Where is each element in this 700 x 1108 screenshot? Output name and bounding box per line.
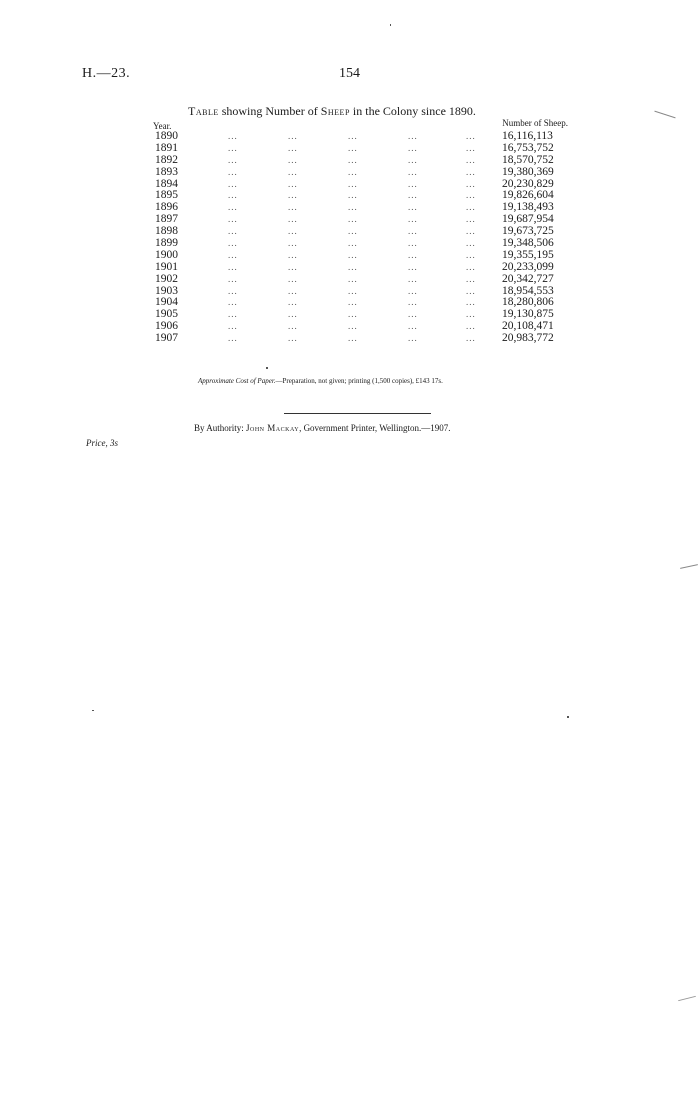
dot-leader: ... xyxy=(288,190,298,201)
dot-leader: ... xyxy=(466,309,476,320)
table-title-text-1: showing Number of xyxy=(218,104,321,118)
dot-leader: ... xyxy=(466,238,476,249)
dot-leader: ... xyxy=(228,154,238,165)
table-title xyxy=(188,104,476,119)
dot-leader: ... xyxy=(288,178,298,189)
dot-leader: ... xyxy=(288,142,298,153)
dot-leader: ... xyxy=(466,321,476,332)
table-row xyxy=(153,274,573,286)
separator-rule xyxy=(284,413,431,414)
sheep-count-cell: 19,348,506 xyxy=(502,237,554,250)
dot-leader: ... xyxy=(348,309,358,320)
dot-leader: ... xyxy=(288,238,298,249)
dot-leader: ... xyxy=(228,249,238,260)
year-cell: 1895 xyxy=(155,189,178,202)
dot-leader: ... xyxy=(288,333,298,344)
dot-leader: ... xyxy=(228,285,238,296)
dot-leader: ... xyxy=(348,166,358,177)
price-note: Price, 3s xyxy=(86,438,118,448)
dot-leader: ... xyxy=(228,190,238,201)
authority-prefix: By Authority: xyxy=(194,423,247,433)
dot-leader: ... xyxy=(466,273,476,284)
year-cell: 1898 xyxy=(155,225,178,238)
scan-speck xyxy=(92,710,94,711)
year-cell: 1897 xyxy=(155,213,178,226)
dot-leader: ... xyxy=(288,273,298,284)
table-body xyxy=(153,131,573,345)
dot-leader: ... xyxy=(288,166,298,177)
dot-leader: ... xyxy=(348,202,358,213)
table-row xyxy=(153,167,573,179)
table-title-text-2: in the Colony since 1890. xyxy=(349,104,476,118)
cost-note-text: —Preparation, not given; printing (1,500 copies), £143 17s. xyxy=(275,377,443,385)
dot-leader: ... xyxy=(288,249,298,260)
table-row xyxy=(153,333,573,345)
table-row xyxy=(153,262,573,274)
dot-leader: ... xyxy=(466,226,476,237)
dot-leader: ... xyxy=(466,297,476,308)
dot-leader: ... xyxy=(228,238,238,249)
year-cell: 1892 xyxy=(155,153,178,166)
cost-note xyxy=(198,377,443,385)
year-cell: 1907 xyxy=(155,332,178,345)
scan-speck xyxy=(390,24,391,26)
authority-suffix: , Government Printer, Wellington.—1907. xyxy=(299,423,451,433)
dot-leader: ... xyxy=(228,202,238,213)
dot-leader: ... xyxy=(228,131,238,141)
dot-leader: ... xyxy=(348,333,358,344)
dot-leader: ... xyxy=(348,190,358,201)
dot-leader: ... xyxy=(348,285,358,296)
dot-leader: ... xyxy=(466,166,476,177)
dot-leader: ... xyxy=(466,333,476,344)
dot-leader: ... xyxy=(466,202,476,213)
scan-mark xyxy=(680,564,698,569)
dot-leader: ... xyxy=(348,321,358,332)
table-title-table-word: Table xyxy=(188,104,219,118)
year-cell: 1900 xyxy=(155,248,178,261)
sheep-count-cell: 16,753,752 xyxy=(502,141,554,154)
dot-leader: ... xyxy=(466,214,476,225)
dot-leader: ... xyxy=(408,131,418,141)
column-header-sheep: Number of Sheep. xyxy=(502,118,568,128)
dot-leader: ... xyxy=(228,226,238,237)
year-cell: 1902 xyxy=(155,272,178,285)
dot-leader: ... xyxy=(348,249,358,260)
dot-leader: ... xyxy=(408,190,418,201)
dot-leader: ... xyxy=(348,131,358,141)
scan-speck xyxy=(567,716,569,718)
dot-leader: ... xyxy=(348,226,358,237)
dot-leader: ... xyxy=(288,131,298,141)
year-cell: 1893 xyxy=(155,165,178,178)
sheep-count-cell: 20,233,099 xyxy=(502,260,554,273)
dot-leader: ... xyxy=(228,178,238,189)
dot-leader: ... xyxy=(408,309,418,320)
column-header-year: Year. xyxy=(153,121,172,131)
dot-leader: ... xyxy=(288,285,298,296)
year-cell: 1890 xyxy=(155,130,178,142)
dot-leader: ... xyxy=(408,178,418,189)
sheep-count-cell: 19,673,725 xyxy=(502,225,554,238)
sheep-count-cell: 19,687,954 xyxy=(502,213,554,226)
sheep-count-cell: 19,380,369 xyxy=(502,165,554,178)
dot-leader: ... xyxy=(288,321,298,332)
year-cell: 1903 xyxy=(155,284,178,297)
dot-leader: ... xyxy=(408,202,418,213)
table-row xyxy=(153,143,573,155)
dot-leader: ... xyxy=(348,178,358,189)
dot-leader: ... xyxy=(408,238,418,249)
dot-leader: ... xyxy=(348,142,358,153)
year-cell: 1896 xyxy=(155,201,178,214)
year-cell: 1904 xyxy=(155,296,178,309)
dot-leader: ... xyxy=(228,297,238,308)
dot-leader: ... xyxy=(348,297,358,308)
sheep-count-cell: 19,826,604 xyxy=(502,189,554,202)
dot-leader: ... xyxy=(348,261,358,272)
year-cell: 1901 xyxy=(155,260,178,273)
sheep-count-cell: 18,280,806 xyxy=(502,296,554,309)
authority-line xyxy=(194,423,451,433)
dot-leader: ... xyxy=(466,285,476,296)
dot-leader: ... xyxy=(228,321,238,332)
table-title-sheep-word: Sheep xyxy=(320,104,350,118)
dot-leader: ... xyxy=(408,226,418,237)
dot-leader: ... xyxy=(466,249,476,260)
sheep-count-cell: 20,983,772 xyxy=(502,332,554,345)
sheep-count-cell: 19,138,493 xyxy=(502,201,554,214)
year-cell: 1891 xyxy=(155,141,178,154)
dot-leader: ... xyxy=(288,309,298,320)
sheep-count-cell: 19,130,875 xyxy=(502,308,554,321)
dot-leader: ... xyxy=(408,321,418,332)
year-cell: 1894 xyxy=(155,177,178,190)
dot-leader: ... xyxy=(348,154,358,165)
dot-leader: ... xyxy=(228,142,238,153)
table-row xyxy=(153,250,573,262)
dot-leader: ... xyxy=(228,166,238,177)
dot-leader: ... xyxy=(228,261,238,272)
scan-mark xyxy=(654,111,675,119)
sheep-count-cell: 20,108,471 xyxy=(502,320,554,333)
dot-leader: ... xyxy=(408,249,418,260)
dot-leader: ... xyxy=(408,285,418,296)
dot-leader: ... xyxy=(348,273,358,284)
dot-leader: ... xyxy=(408,142,418,153)
dot-leader: ... xyxy=(408,261,418,272)
dot-leader: ... xyxy=(466,154,476,165)
dot-leader: ... xyxy=(408,154,418,165)
sheep-count-cell: 20,342,727 xyxy=(502,272,554,285)
dot-leader: ... xyxy=(288,202,298,213)
dot-leader: ... xyxy=(466,131,476,141)
dot-leader: ... xyxy=(408,214,418,225)
dot-leader: ... xyxy=(408,273,418,284)
dot-leader: ... xyxy=(466,142,476,153)
sheep-table xyxy=(153,118,573,345)
dot-leader: ... xyxy=(466,190,476,201)
dot-leader: ... xyxy=(228,214,238,225)
dot-leader: ... xyxy=(408,333,418,344)
dot-leader: ... xyxy=(466,261,476,272)
dot-leader: ... xyxy=(288,226,298,237)
scan-mark xyxy=(678,996,696,1001)
year-cell: 1906 xyxy=(155,320,178,333)
scan-speck xyxy=(266,367,268,369)
dot-leader: ... xyxy=(288,297,298,308)
sheep-count-cell: 20,230,829 xyxy=(502,177,554,190)
dot-leader: ... xyxy=(466,178,476,189)
sheep-count-cell: 19,355,195 xyxy=(502,248,554,261)
page-reference: H.—23. xyxy=(82,66,131,81)
dot-leader: ... xyxy=(348,238,358,249)
dot-leader: ... xyxy=(288,214,298,225)
year-cell: 1905 xyxy=(155,308,178,321)
year-cell: 1899 xyxy=(155,237,178,250)
sheep-count-cell: 18,570,752 xyxy=(502,153,554,166)
table-row xyxy=(153,155,573,167)
dot-leader: ... xyxy=(288,261,298,272)
sheep-count-cell: 16,116,113 xyxy=(502,130,553,142)
dot-leader: ... xyxy=(408,297,418,308)
dot-leader: ... xyxy=(408,166,418,177)
dot-leader: ... xyxy=(348,214,358,225)
page-number: 154 xyxy=(339,66,360,81)
cost-note-label: Approximate Cost of Paper. xyxy=(198,377,276,385)
dot-leader: ... xyxy=(228,309,238,320)
dot-leader: ... xyxy=(228,273,238,284)
printer-name: John Mackay xyxy=(246,423,300,433)
dot-leader: ... xyxy=(288,154,298,165)
dot-leader: ... xyxy=(228,333,238,344)
sheep-count-cell: 18,954,553 xyxy=(502,284,554,297)
